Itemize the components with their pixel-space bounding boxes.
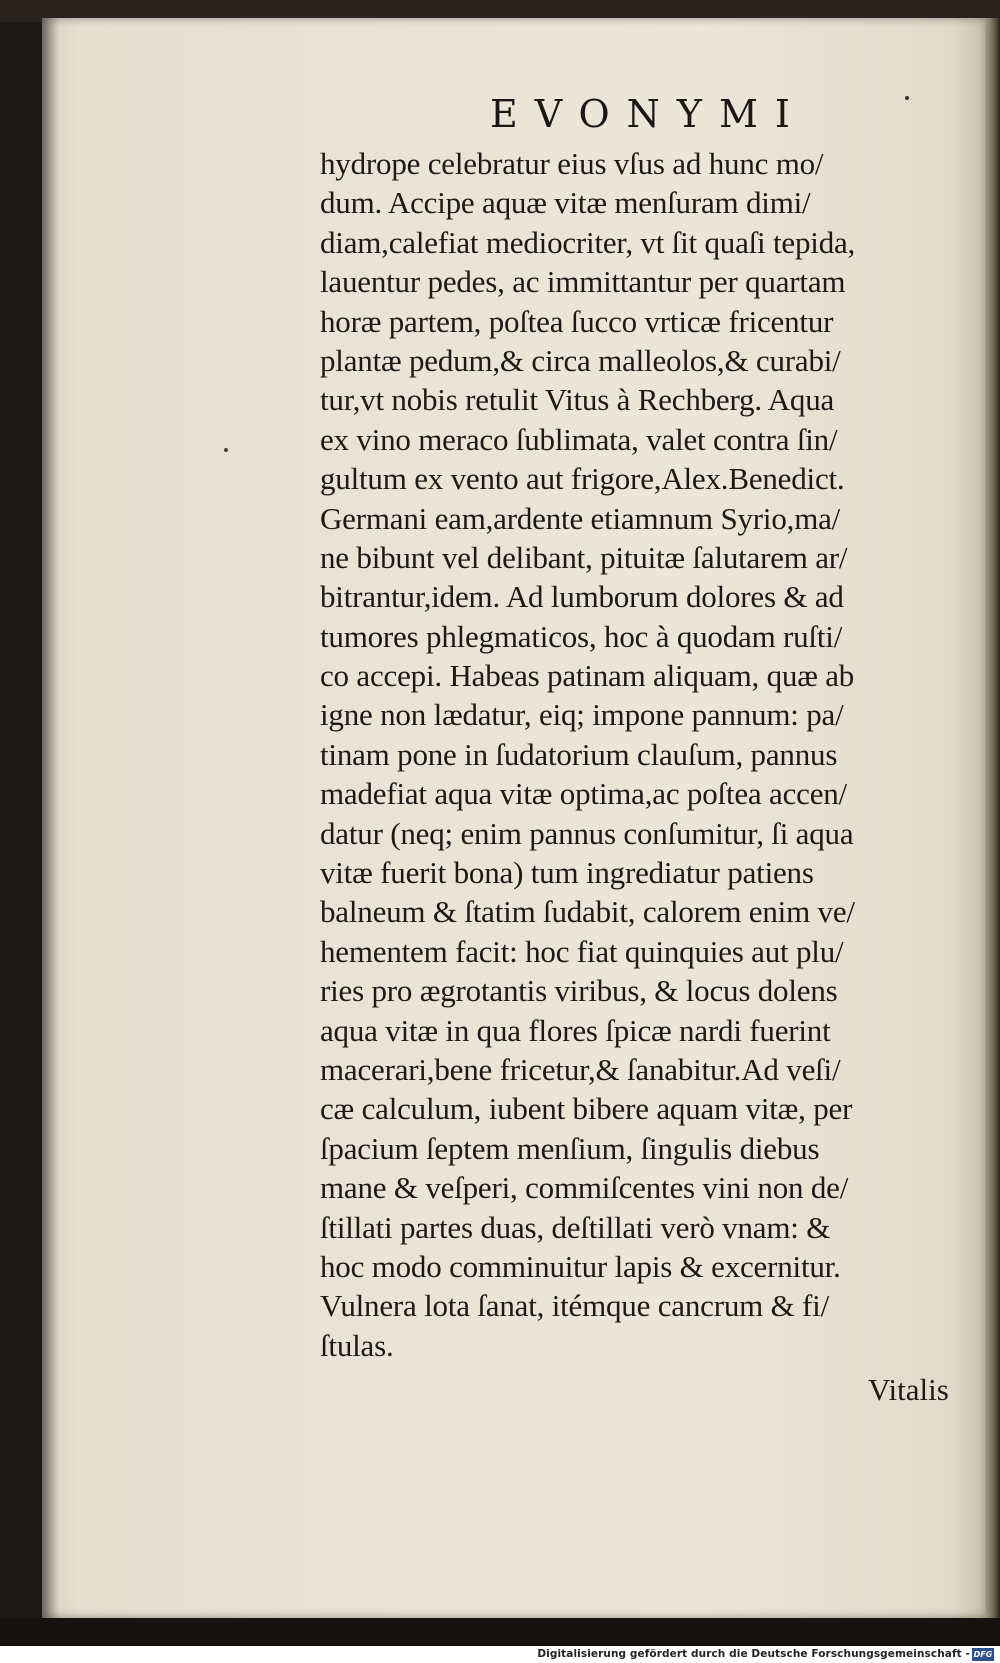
text-line: horæ partem, poſtea ſucco vrticæ fricentur <box>320 303 834 339</box>
margin-speck <box>224 448 228 452</box>
text-line: gultum ex vento aut frigore,Alex.Benedict. <box>320 461 845 497</box>
text-line: macerari,bene fricetur,& ſanabitur.Ad veſi/ <box>320 1051 841 1087</box>
text-line: ex vino meraco ſublimata, valet contra ſin/ <box>320 421 838 457</box>
text-line: dum. Accipe aquæ vitæ menſuram dimi/ <box>320 185 811 221</box>
text-line: vitæ fuerit bona) tum ingrediatur patiens <box>320 855 814 891</box>
text-line: hydrope celebratur eius vſus ad hunc mo/ <box>320 146 824 181</box>
funding-credit: Digitalisierung gefördert durch die Deutsche Forschungsgemeinschaft - <box>537 1648 970 1660</box>
ink-speck <box>905 96 909 100</box>
text-line: madefiat aqua vitæ optima,ac poſtea accen/ <box>320 776 847 812</box>
text-line: hoc modo comminuitur lapis & excernitur. <box>320 1248 841 1284</box>
text-line: hementem facit: hoc fiat quinquies aut plu/ <box>320 933 844 969</box>
running-head: EVONYMI <box>490 92 807 136</box>
text-line: ſtulas. <box>320 1327 394 1363</box>
text-line: plantæ pedum,& circa malleolos,& curabi/ <box>320 342 841 378</box>
text-line: ſpacium ſeptem menſium, ſingulis diebus <box>320 1130 820 1166</box>
text-line: balneum & ſtatim ſudabit, calorem enim ve/ <box>320 894 855 930</box>
text-line: igne non lædatur, eiq; impone pannum: pa/ <box>320 697 844 733</box>
text-line: datur (neq; enim pannus conſumitur, ſi aqua <box>320 815 854 851</box>
body-text <box>320 144 975 1365</box>
text-line: aqua vitæ in qua flores ſpicæ nardi fuerint <box>320 1012 831 1048</box>
text-line: ſtillati partes duas, deſtillati verò vnam: & <box>320 1209 831 1245</box>
text-line: Vulnera lota ſanat, itémque cancrum & fi/ <box>320 1288 829 1324</box>
dfg-logo-icon: DFG <box>973 1650 993 1659</box>
text-line: tumores phlegmaticos, hoc à quodam ruſti/ <box>320 618 843 654</box>
text-line: mane & veſperi, commiſcentes vini non de/ <box>320 1170 849 1206</box>
text-line: tur,vt nobis retulit Vitus à Rechberg. Aqua <box>320 382 835 418</box>
catchword: Vitalis <box>868 1372 949 1407</box>
text-line: Germani eam,ardente etiamnum Syrio,ma/ <box>320 500 841 536</box>
text-line: lauentur pedes, ac immittantur per quartam <box>320 264 846 300</box>
text-line: ne bibunt vel delibant, pituitæ ſalutarem ar/ <box>320 539 848 575</box>
text-line: bitrantur,idem. Ad lumborum dolores & ad <box>320 579 844 615</box>
text-line: co accepi. Habeas patinam aliquam, quæ ab <box>320 658 855 694</box>
text-line: diam,calefiat mediocriter, vt ſit quaſi tepida, <box>320 224 856 260</box>
page-fore-edge <box>985 18 1000 1618</box>
gutter-shadow <box>42 18 60 1618</box>
text-line: cæ calculum, iubent bibere aquam vitæ, per <box>320 1091 853 1127</box>
scan-bottom-edge <box>0 1618 1000 1646</box>
text-line: tinam pone in ſudatorium clauſum, pannus <box>320 736 838 772</box>
text-line: ries pro ægrotantis viribus, & locus dolens <box>320 973 838 1009</box>
